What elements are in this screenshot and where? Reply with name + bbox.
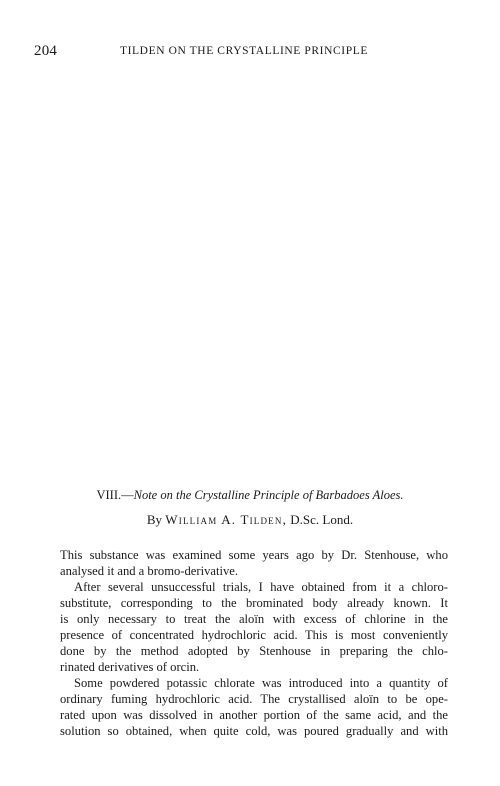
- byline: [0, 512, 500, 528]
- article-title-text: Note on the Crystalline Principle of Barbadoes Aloes.: [133, 488, 404, 502]
- running-header: [34, 43, 466, 61]
- paragraph-2-line-5: done by the method adopted by Stenhouse in preparing the chlo-: [60, 644, 448, 658]
- paragraph-1-line-1: This substance was examined some years ago by Dr. Stenhouse, who: [60, 548, 448, 562]
- paragraph-3-line-4: solution so obtained, when quite cold, was poured gradually and with: [60, 724, 448, 738]
- paragraph-3-line-1: Some powdered potassic chlorate was introduced into a quantity of: [74, 676, 448, 690]
- paragraph-3-line-3: rated upon was dissolved in another portion of the same acid, and the: [60, 708, 448, 722]
- paragraph-2-line-1: After several unsuccessful trials, I have obtained from it a chloro-: [74, 580, 448, 594]
- body-text: [60, 547, 448, 739]
- paragraph-2-line-4: presence of concentrated hydrochloric acid. This is most conveniently: [60, 628, 448, 642]
- paragraph-2-line-2: substitute, corresponding to the brominated body already known. It: [60, 596, 448, 610]
- article-title: [0, 488, 500, 503]
- paragraph-1-line-2: analysed it and a bromo-derivative.: [60, 564, 238, 578]
- paragraph-2-line-6: rinated derivatives of orcin.: [60, 660, 200, 674]
- running-title: TILDEN ON THE CRYSTALLINE PRINCIPLE: [120, 45, 368, 57]
- paragraph-3-line-2: ordinary fuming hydrochloric acid. The crystallised aloïn to be ope-: [60, 692, 448, 706]
- byline-prefix: By: [146, 512, 166, 527]
- page-number: 204: [34, 43, 58, 59]
- article-number: VIII.—: [96, 488, 134, 502]
- author-name: William A. Tilden,: [165, 512, 288, 527]
- author-credentials: D.Sc. Lond.: [287, 512, 354, 527]
- paragraph-2-line-3: is only necessary to treat the aloïn with excess of chlorine in the: [60, 612, 448, 626]
